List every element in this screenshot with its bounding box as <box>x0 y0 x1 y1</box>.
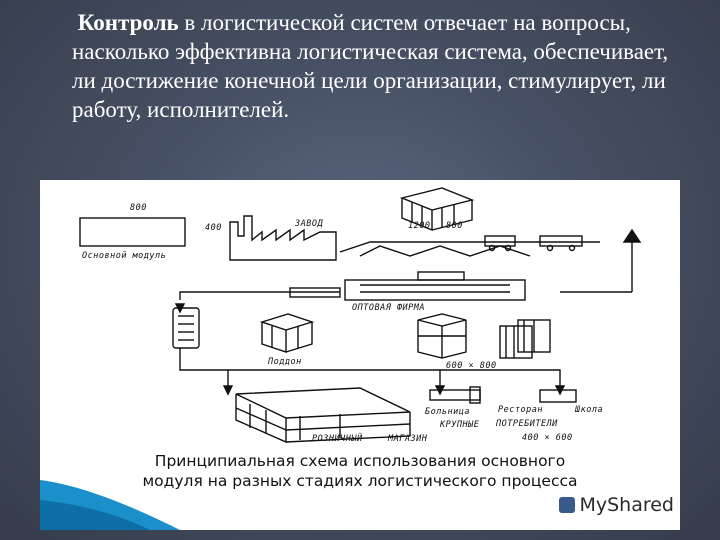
cage-container-icon <box>418 314 466 358</box>
label-base-module: Основной модуль <box>82 251 167 261</box>
wholesale-building-icon <box>290 272 525 300</box>
label-store: МАГАЗИН <box>388 434 428 444</box>
box-icon <box>430 390 480 400</box>
slide-heading <box>72 8 682 124</box>
label-wholesale: ОПТОВАЯ ФИРМА <box>352 303 426 313</box>
accent-shape <box>40 460 180 530</box>
label-1200: 1200 <box>408 221 431 231</box>
scanner-icon <box>173 308 199 348</box>
box-icon <box>540 390 576 402</box>
logistics-diagram <box>40 180 680 530</box>
label-800: 800 <box>130 203 147 213</box>
label-hospital: Больница <box>425 407 470 417</box>
heading-text: в логистической систем отвечает на вопросы, насколько эффективна логистическая система, обеспечивает, ли достижение конечной цели организации, стимулирует, ли работу, исполнителей. <box>72 10 669 122</box>
caption-line-1: Принципиальная схема использования основного <box>154 452 566 470</box>
label-factory: ЗАВОД <box>295 219 324 229</box>
label-large: КРУПНЫЕ <box>440 420 480 430</box>
conveyor-line <box>340 236 600 256</box>
pallet-icon <box>262 314 312 352</box>
myshared-logo-icon <box>559 497 575 513</box>
label-pallet: Поддон <box>268 357 302 367</box>
label-pallet-800: 800 <box>446 221 463 231</box>
label-restaurant: Ресторан <box>498 405 543 415</box>
label-consumers: ПОТРЕБИТЕЛИ <box>496 419 558 429</box>
flow-line-left <box>180 292 340 300</box>
label-400: 400 <box>205 223 222 233</box>
label-400x600: 400 × 600 <box>522 433 573 443</box>
heading-bold: Контроль <box>77 10 179 35</box>
base-module-rect <box>80 218 185 246</box>
flow-line-lower <box>180 348 560 388</box>
watermark <box>559 494 674 516</box>
label-600x800: 600 × 800 <box>446 361 497 371</box>
caption-line-2: модуля на разных стадиях логистического процесса <box>142 472 578 490</box>
watermark-text: MyShared <box>579 494 674 516</box>
roll-container-icon <box>500 320 550 358</box>
label-school: Школа <box>575 405 604 415</box>
label-retail: РОЗНИЧНЫЙ <box>312 434 363 444</box>
